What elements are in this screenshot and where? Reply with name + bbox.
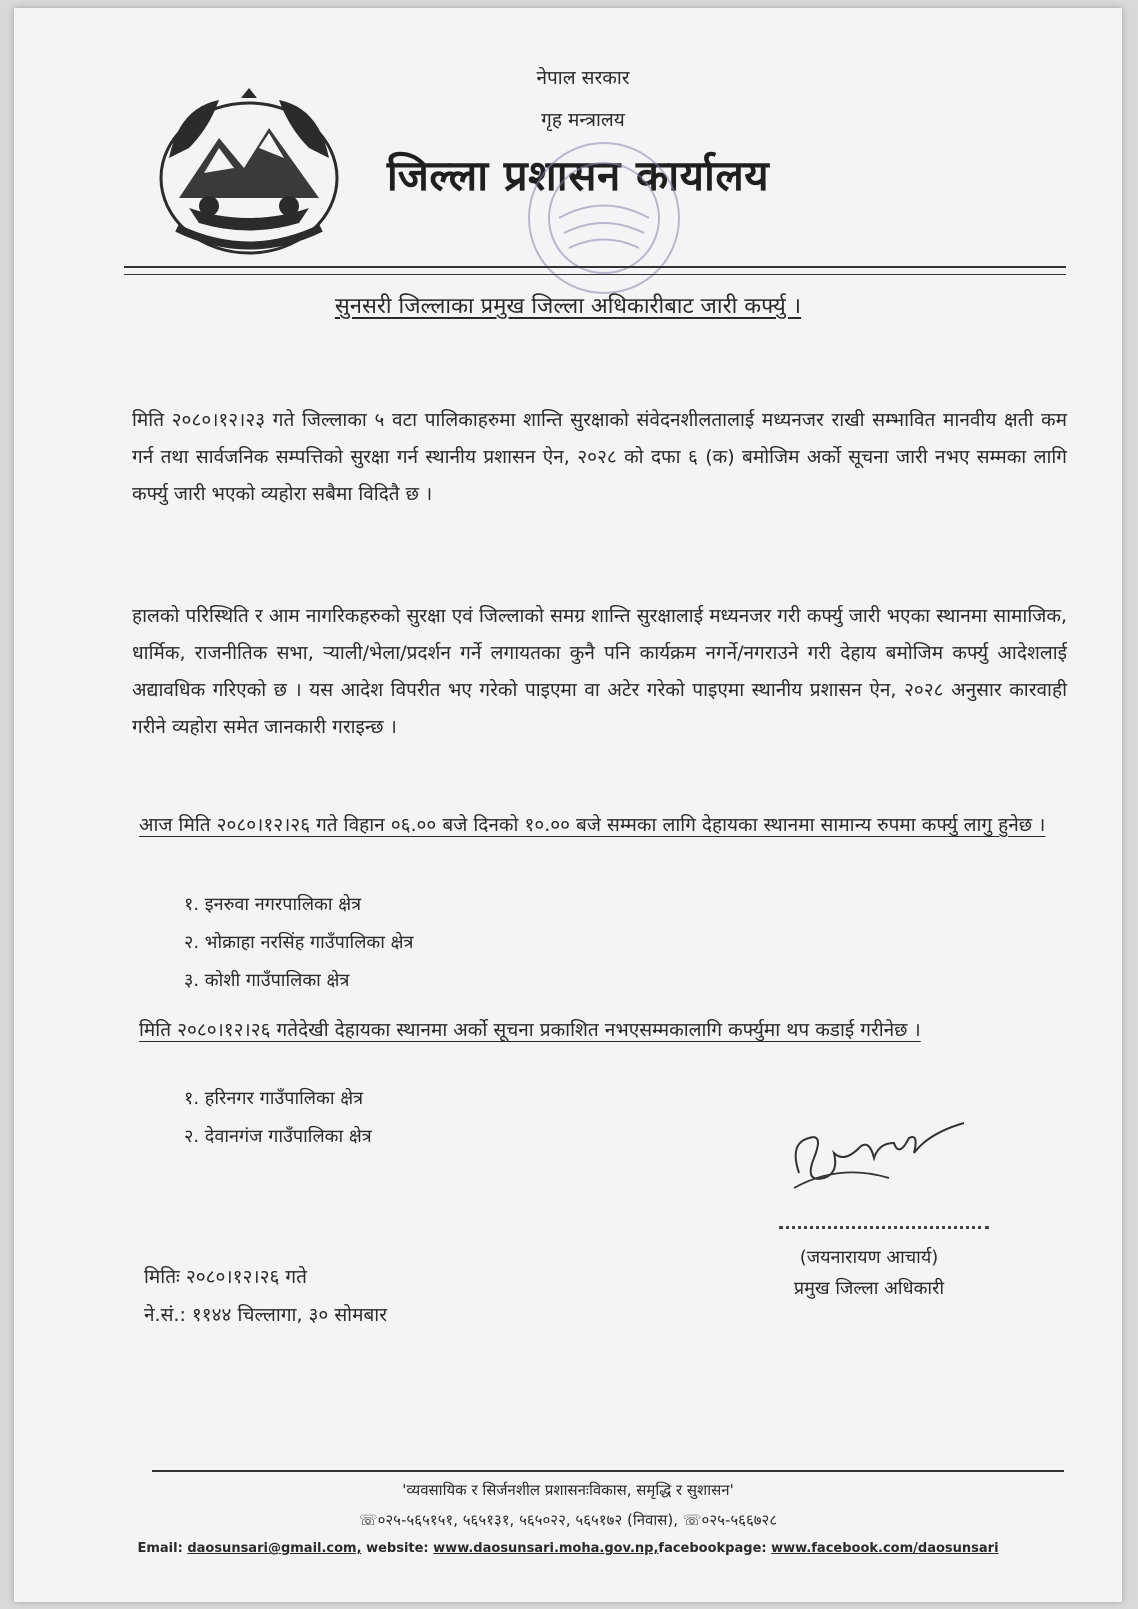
- list-item: ३. कोशी गाउँपालिका क्षेत्र: [184, 970, 350, 991]
- signatory-block: [754, 1218, 984, 1300]
- office-name: जिल्ला प्रशासन कार्यालय: [386, 151, 770, 200]
- ministry-name: गृह मन्त्रालय: [541, 109, 625, 131]
- date-nepal-sambat: ने.सं.: ११४४ चिल्लागा, ३० सोमबार: [144, 1304, 387, 1326]
- section-2-heading: मिति २०८०।१२।२६ गतेदेखी देहायका स्थानमा अर्को सूचना प्रकाशित नभएसम्मकालागि कर्फ्युमा थप कडाई गरीनेछ ।: [139, 1019, 921, 1041]
- footer-rule: [152, 1470, 1064, 1472]
- list-item: १. हरिनगर गाउँपालिका क्षेत्र: [184, 1088, 364, 1109]
- date-bs: मितिः २०८०।१२।२६ गते: [144, 1266, 307, 1288]
- footer-contacts: [14, 1541, 1122, 1556]
- website-label: website:: [366, 1541, 429, 1556]
- facebook-label: facebookpage:: [658, 1541, 767, 1556]
- notice-page: [14, 8, 1122, 1602]
- email-link[interactable]: daosunsari@gmail.com,: [187, 1541, 362, 1556]
- subject-text: सुनसरी जिल्लाका प्रमुख जिल्ला अधिकारीबाट जारी कर्फ्यु ।: [334, 294, 802, 319]
- paragraph-1: मिति २०८०।१२।२३ गते जिल्लाका ५ वटा पालिकाहरुमा शान्ति सुरक्षाको संवेदनशीलतालाई मध्यनजर राखी सम्भावित मानवीय क्षती कम गर्न तथा सार्वजनिक सम्पत्तिको सुरक्षा गर्न स्थानीय प्रशासन ऐन, २०२८ को दफा ६ (क) बमोजिम अर्को सूचना जारी नभए सम्मका लागि कर्फ्यु जारी भएको व्यहोरा सबैमा विदितै छ ।: [132, 409, 1067, 505]
- signatory-name: (जयनारायण आचार्य): [799, 1247, 939, 1268]
- paragraph-2: हालको परिस्थिति र आम नागरिकहरुको सुरक्षा एवं जिल्लाको समग्र शान्ति सुरक्षालाई मध्यनजर गरी कर्फ्यु जारी भएका स्थानमा सामाजिक, धार्मिक, राजनीतिक सभा, ऱ्याली/भेला/प्रदर्शन गर्ने लगायतका कुनै पनि कार्यक्रम नगर्ने/नगराउने गरी देहाय बमोजिम कर्फ्यु आदेशलाई अद्यावधिक गरिएको छ । यस आदेश विपरीत भए गरेको पाइएमा वा अटेर गरेको पाइएमा स्थानीय प्रशासन ऐन, २०२८ अनुसार कारवाही गरीने व्यहोरा समेत जानकारी गराइन्छ ।: [132, 605, 1067, 738]
- section-1-heading: आज मिति २०८०।१२।२६ गते विहान ०६.०० बजे दिनको १०.०० बजे सम्मका लागि देहायका स्थानमा सामान्य रुपमा कर्फ्यु लागु हुनेछ ।: [139, 814, 1046, 836]
- handwritten-signature-icon: [779, 1103, 989, 1213]
- email-label: Email:: [137, 1541, 183, 1556]
- website-link[interactable]: www.daosunsari.moha.gov.np,: [433, 1541, 659, 1556]
- section-1-list: [184, 886, 413, 1000]
- facebook-link[interactable]: www.facebook.com/daosunsari: [771, 1541, 999, 1556]
- date-block: [144, 1258, 387, 1334]
- notice-subject: [14, 290, 1122, 320]
- footer-motto: 'व्यवसायिक र सिर्जनशील प्रशासनःविकास, समृद्धि र सुशासन': [402, 1481, 734, 1499]
- list-item: २. देवानगंज गाउँपालिका क्षेत्र: [184, 1126, 372, 1147]
- section-2-list: [184, 1080, 372, 1156]
- footer-phones: ☏०२५-५६५१५१, ५६५१३१, ५६५०२२, ५६५१७२ (निवास), ☏०२५-५६६७२८: [358, 1511, 778, 1529]
- list-item: २. भोक्राहा नरसिंह गाउँपालिका क्षेत्र: [184, 932, 414, 953]
- government-name: नेपाल सरकार: [536, 67, 630, 89]
- header-rule-thin: [124, 274, 1066, 275]
- office-seal-stamp-icon: [519, 133, 689, 303]
- list-item: १. इनरुवा नगरपालिका क्षेत्र: [184, 894, 362, 915]
- signatory-title: प्रमुख जिल्ला अधिकारी: [793, 1278, 945, 1299]
- header-rule: [124, 266, 1066, 268]
